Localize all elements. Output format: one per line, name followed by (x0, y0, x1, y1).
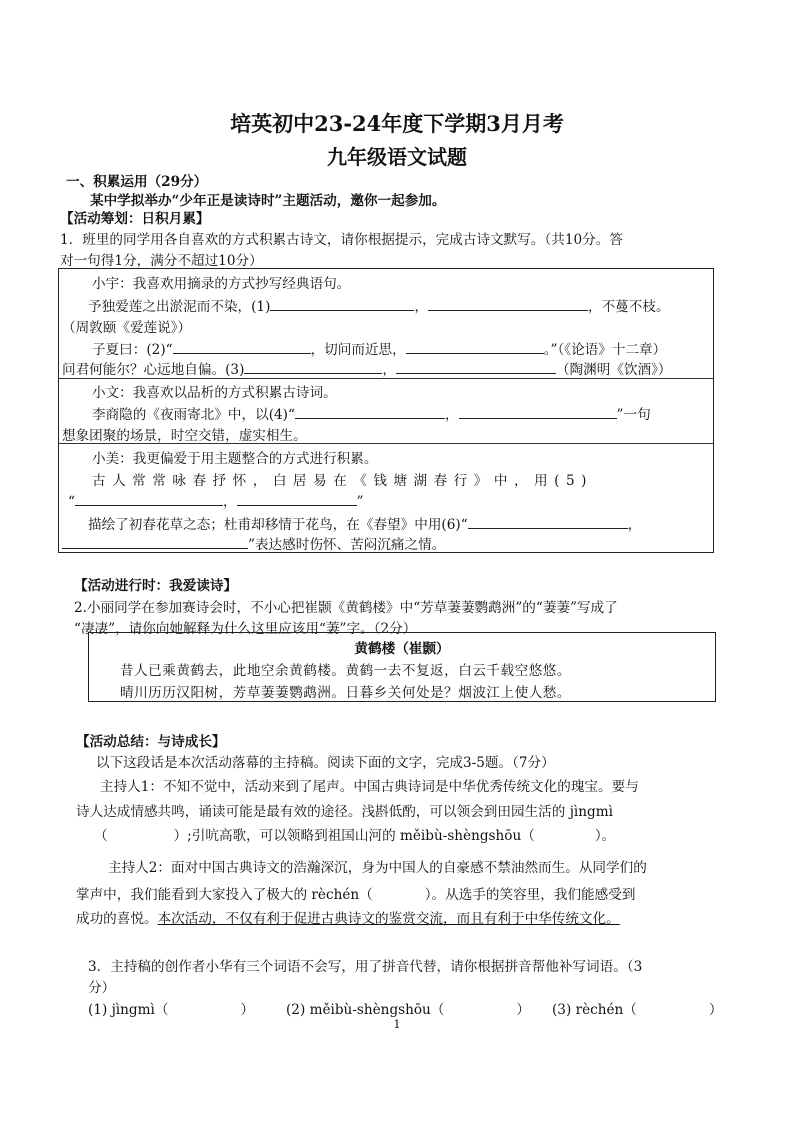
question-3-item-1: (1) jìngmì（ ） (88, 1002, 255, 1018)
xiaomei-line-2: “ ， ” (68, 494, 364, 510)
page-number: 1 (393, 1018, 401, 1031)
poem-line-2: 晴川历历汉阳树，芳草萋萋鹦鹉洲。日暮乡关何处是？烟波江上使人愁。 (120, 685, 571, 701)
host-1-line-1: 主持人1：不知不觉中，活动来到了尾声。中国古典诗词是中华优秀传统文化的瑰宝。要与 (100, 779, 639, 795)
answer-blank-6b[interactable] (62, 536, 248, 549)
question-1-line-1: 1．班里的同学用各自喜欢的方式积累古诗文，请你根据提示，完成古诗文默写。（共10分。答 (60, 232, 623, 248)
xiaomei-line-1: 古人常常咏春抒怀，白居易在《钱塘湖春行》中，用(5) (92, 473, 593, 489)
xiaomei-title: 小美：我更偏爱于用主题整合的方式进行积累。 (92, 451, 378, 467)
xiaoyu-line-4: 问君何能尔？心远地自偏。(3) ， （陶渊明《饮酒》） (62, 362, 672, 378)
answer-blank-5a[interactable] (75, 493, 223, 506)
question-3-item-2: (2) měibù-shèngshōu（ ） (286, 1002, 530, 1018)
answer-blank-1b[interactable] (428, 298, 588, 311)
poem-line-1: 昔人已乘黄鹤去，此地空余黄鹤楼。黄鹤一去不复返，白云千载空悠悠。 (120, 663, 571, 679)
activity-heading-1: 【活动筹划：日积月累】 (60, 211, 210, 227)
page-title: 培英初中23-24年度下学期3月月考 (230, 111, 564, 136)
question-3-item-3: (3) rèchén（ ） (552, 1002, 723, 1018)
divider (58, 378, 714, 379)
page-subtitle: 九年级语文试题 (327, 145, 467, 169)
xiaomei-line-3: 描绘了初春花草之态；杜甫却移情于花鸟，在《春望》中用(6)“ ， (88, 517, 642, 533)
xiaowen-line-1: 李商隐的《夜雨寄北》中，以(4)“ ， ”一句 (92, 407, 651, 423)
question-2-line-2: “凄凄”，请你向她解释为什么这里应该用“萋”字。（2分） (74, 621, 417, 637)
xiaoyu-title: 小宇：我喜欢用摘录的方式抄写经典语句。 (92, 276, 351, 292)
question-1-line-2: 对一句得1分，满分不超过10分） (60, 253, 263, 269)
answer-blank-4a[interactable] (295, 406, 445, 419)
answer-blank-2b[interactable] (406, 341, 544, 354)
question-2-line-1: 2.小丽同学在参加赛诗会时，不小心把崔颢《黄鹤楼》中“芳草萋萋鹦鹉洲”的“萋萋”写成了 (74, 600, 618, 616)
answer-blank-5b[interactable] (237, 493, 357, 506)
xiaoyu-line-2: （周敦颐《爱莲说》） (62, 320, 192, 336)
answer-blank-6a[interactable] (468, 516, 628, 529)
poem-title: 黄鹤楼（崔颢） (354, 641, 450, 657)
host-2-line-2: 掌声中，我们能看到大家投入了极大的 rèchén（ ）。从选手的笑容里，我们能感受到 (76, 887, 636, 903)
answer-blank-1a[interactable] (270, 298, 414, 311)
answer-blank-3a[interactable] (244, 361, 382, 374)
xiaoyu-line-3: 子夏曰：(2)“ ，切问而近思， 。”（《论语》十二章） (92, 342, 667, 358)
activity-heading-3: 【活动总结：与诗成长】 (76, 734, 226, 750)
host-1-line-3: （ ）;引吭高歌，可以领略到祖国山河的 měibù-shèngshōu（ ）。 (94, 828, 616, 844)
xiaowen-title: 小文：我喜欢以品析的方式积累古诗词。 (92, 385, 337, 401)
activity-3-intro: 以下这段话是本次活动落幕的主持稿。阅读下面的文字，完成3-5题。（7分） (96, 755, 555, 771)
section-heading: 一、积累运用（29分） (66, 174, 208, 190)
activity-heading-2: 【活动进行时：我爱读诗】 (74, 578, 238, 594)
xiaomei-line-4: ”表达感时伤怀、苦闷沉痛之情。 (62, 533, 445, 553)
host-2-line-1: 主持人2：面对中国古典诗文的浩瀚深沉，身为中国人的自豪感不禁油然而生。从同学们的 (108, 860, 647, 876)
xiaoyu-line-1: 予独爱莲之出淤泥而不染，(1) ， ，不蔓不枝。 (88, 299, 670, 315)
xiaowen-line-2: 想象团聚的场景，时空交错，虚实相生。 (62, 428, 307, 444)
section-intro: 某中学拟举办“少年正是读诗时”主题活动，邀你一起参加。 (90, 193, 446, 209)
answer-blank-4b[interactable] (459, 406, 617, 419)
question-3-line-1: 3．主持稿的创作者小华有三个词语不会写，用了拼音代替，请你根据拼音帮他补写词语。（3 (88, 959, 643, 975)
host-1-line-2: 诗人达成情感共鸣，诵读可能是最有效的途径。浅斟低酌，可以领会到田园生活的 jìngmì (76, 804, 613, 820)
host-2-line-3: 成功的喜悦。本次活动，不仅有利于促进古典诗文的鉴赏交流，而且有利于中华传统文化。 (76, 911, 620, 927)
question-3-line-2: 分） (88, 980, 116, 996)
underlined-sentence: 本次活动，不仅有利于促进古典诗文的鉴赏交流，而且有利于中华传统文化。 (157, 911, 620, 927)
answer-blank-3b[interactable] (396, 361, 556, 374)
answer-blank-2a[interactable] (173, 341, 311, 354)
